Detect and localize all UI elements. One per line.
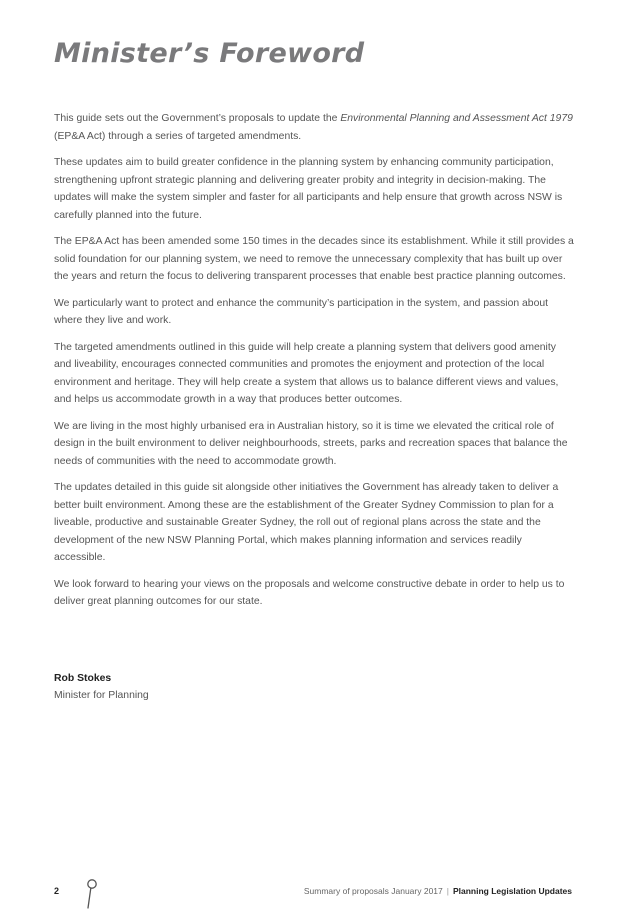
page-footer: [54, 878, 572, 908]
signatory-role: Minister for Planning: [54, 690, 149, 701]
footer-separator: |: [446, 886, 449, 896]
footer-summary: Summary of proposals January 2017: [303, 886, 443, 896]
paragraph-urbanised-era: We are living in the most highly urbanised era in Australian history, so it is time we elevated the critical role of design in the built environment to deliver neighbourhoods, streets, parks and recreation spaces that balance the needs of communities with the need to accommodate growth.: [54, 420, 568, 467]
map-pin-icon: [84, 878, 100, 915]
paragraph-other-initiatives: The updates detailed in this guide sit alongside other initiatives the Government has already taken to deliver a better built environment. Among these are the establishment of the Greater Sydney Commission to plan for a liveable, productive and sustainable Greater Sydney, the roll out of regional plans across the state and the development of the new NSW Planning Portal, which makes planning information and services readily accessible.: [54, 482, 559, 563]
page-number: 2: [54, 886, 60, 896]
intro-paragraph: [54, 110, 574, 145]
act-title: Environmental Planning and Assessment Act 1979: [340, 113, 573, 124]
paragraph-targeted-amendments: The targeted amendments outlined in this guide will help create a planning system that delivers good amenity and liveability, encourages connected communities and promotes the enjoyment and protection of the local environment and heritage. They will help create a system that allows us to balance different views and values, and helps us accommodate growth in a way that produces better outcomes.: [54, 341, 559, 405]
footer-publication-title: Planning Legislation Updates: [452, 886, 572, 896]
paragraph-community-participation: We particularly want to protect and enhance the community’s participation in the system, and passion about where they live and work.: [54, 297, 549, 326]
footer-publication-info: [304, 886, 572, 896]
page-title: Minister’s Foreword: [54, 38, 365, 69]
intro-text-end: (EP&A Act) through a series of targeted amendments.: [54, 130, 302, 142]
intro-text-start: This guide sets out the Government’s proposals to update the: [54, 113, 341, 124]
paragraph-updates-aim: These updates aim to build greater confidence in the planning system by enhancing community participation, strengthening upfront strategic planning and delivering greater probity and integrity in decision-making. The updates will make the system simpler and faster for all participants and help ensure that growth across NSW is carefully planned into the future.: [54, 157, 563, 221]
signatory-name: Rob Stokes: [54, 673, 112, 684]
foreword-body: [54, 110, 574, 620]
signature-block: [54, 670, 149, 704]
paragraph-look-forward: We look forward to hearing your views on the proposals and welcome constructive debate in order to help us to deliver great planning outcomes for our state.: [54, 578, 565, 607]
paragraph-act-amended: The EP&A Act has been amended some 150 times in the decades since its establishment. While it still provides a solid foundation for our planning system, we need to remove the unnecessary complexity that has built up over the years and return the focus to delivering transparent processes that enable best practice planning outcomes.: [54, 236, 574, 282]
